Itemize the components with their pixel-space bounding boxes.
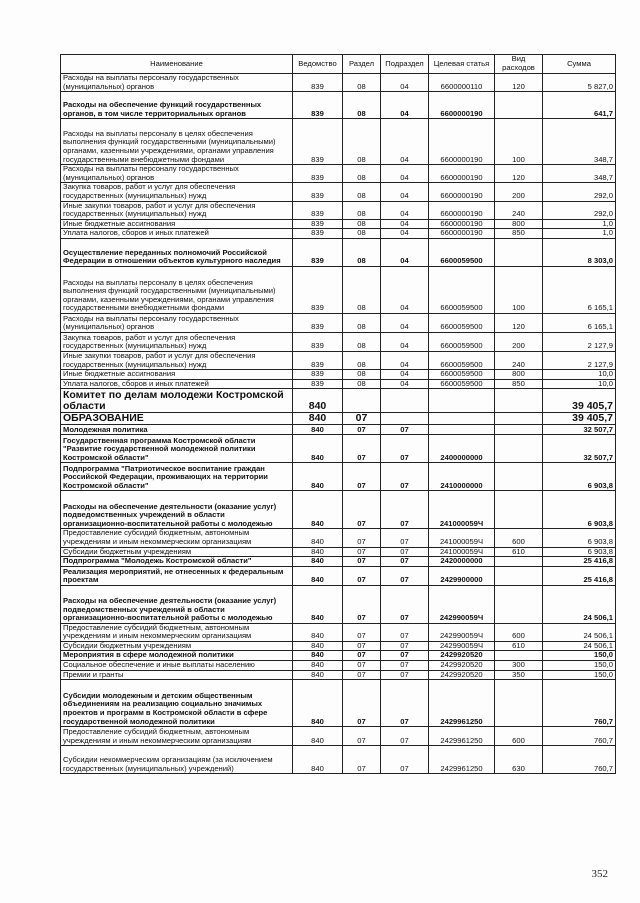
row-expense-type: 100 xyxy=(495,266,543,313)
row-department: 840 xyxy=(293,651,343,661)
row-subsection: 04 xyxy=(381,119,429,165)
table-row xyxy=(61,183,616,201)
row-name: Премии и гранты xyxy=(61,670,293,680)
row-section: 08 xyxy=(343,201,381,219)
row-subsection: 04 xyxy=(381,183,429,201)
row-section: 08 xyxy=(343,370,381,380)
row-department: 840 xyxy=(293,425,343,435)
header-section: Раздел xyxy=(343,55,381,74)
table-header-row xyxy=(61,55,616,74)
row-name: Расходы на выплаты персоналу в целях обеспечения выполнения функций государственными (муниципальными) органами, казенными учреждениями, органами управления государственными внебюджетными фондами xyxy=(61,119,293,165)
table-row xyxy=(61,435,616,463)
row-department: 840 xyxy=(293,463,343,491)
row-subsection: 07 xyxy=(381,529,429,547)
row-name: Подпрограмма "Молодежь Костромской области" xyxy=(61,557,293,567)
row-expense-type: 200 xyxy=(495,183,543,201)
row-expense-type xyxy=(495,585,543,623)
row-section: 08 xyxy=(343,313,381,332)
row-amount: 32 507,7 xyxy=(543,435,616,463)
row-target-article xyxy=(429,425,495,435)
table-row xyxy=(61,746,616,774)
row-expense-type: 350 xyxy=(495,670,543,680)
row-name: Иные бюджетные ассигнования xyxy=(61,370,293,380)
row-target-article: 6600000190 xyxy=(429,219,495,229)
row-subsection: 04 xyxy=(381,332,429,351)
header-amount: Сумма xyxy=(543,55,616,74)
row-name: Расходы на обеспечение деятельности (оказание услуг) подведомственных учреждений в области организационно-воспитательной работы с молодежью xyxy=(61,585,293,623)
row-target-article: 6600000190 xyxy=(429,183,495,201)
row-target-article: 242990059Ч xyxy=(429,641,495,651)
row-name: Комитет по делам молодежи Костромской области xyxy=(61,389,293,413)
row-section: 08 xyxy=(343,266,381,313)
row-name: Осуществление переданных полномочий Российской Федерации в отношении объектов культурного наследия xyxy=(61,238,293,266)
row-expense-type xyxy=(495,651,543,661)
row-department: 840 xyxy=(293,435,343,463)
row-name: Расходы на выплаты персоналу государственных (муниципальных) органов xyxy=(61,313,293,332)
table-row xyxy=(61,623,616,641)
row-department: 839 xyxy=(293,119,343,165)
row-name: Расходы на выплаты персоналу государственных (муниципальных) органов xyxy=(61,74,293,92)
row-amount: 6 903,8 xyxy=(543,491,616,529)
row-name: Субсидии некоммерческим организациям (за исключением государственных (муниципальных) учреждений) xyxy=(61,746,293,774)
row-name: Субсидии бюджетным учреждениям xyxy=(61,641,293,651)
row-department: 839 xyxy=(293,219,343,229)
row-expense-type xyxy=(495,389,543,413)
table-row xyxy=(61,238,616,266)
row-subsection: 07 xyxy=(381,641,429,651)
row-amount: 25 416,8 xyxy=(543,557,616,567)
row-expense-type: 200 xyxy=(495,332,543,351)
table-row xyxy=(61,389,616,413)
row-name: Иные закупки товаров, работ и услуг для обеспечения государственных (муниципальных) нужд xyxy=(61,351,293,369)
row-amount: 641,7 xyxy=(543,92,616,119)
row-target-article xyxy=(429,389,495,413)
row-name: Предоставление субсидий бюджетным, автономным учреждениям и иным некоммерческим организациям xyxy=(61,529,293,547)
row-expense-type: 600 xyxy=(495,727,543,746)
row-target-article: 2429920520 xyxy=(429,651,495,661)
row-name: Иные бюджетные ассигнования xyxy=(61,219,293,229)
row-target-article: 6600000190 xyxy=(429,201,495,219)
table-row xyxy=(61,670,616,680)
row-name: Расходы на выплаты персоналу государственных (муниципальных) органов xyxy=(61,165,293,183)
row-amount: 760,7 xyxy=(543,746,616,774)
header-subsection: Подраздел xyxy=(381,55,429,74)
row-amount: 150,0 xyxy=(543,661,616,671)
row-section: 08 xyxy=(343,92,381,119)
table-row xyxy=(61,680,616,727)
row-section: 07 xyxy=(343,529,381,547)
row-target-article: 2429920520 xyxy=(429,670,495,680)
row-section: 08 xyxy=(343,74,381,92)
row-section: 07 xyxy=(343,435,381,463)
row-amount: 6 165,1 xyxy=(543,313,616,332)
row-department: 840 xyxy=(293,529,343,547)
row-subsection: 07 xyxy=(381,491,429,529)
table-row xyxy=(61,219,616,229)
table-row xyxy=(61,119,616,165)
row-section: 08 xyxy=(343,351,381,369)
row-subsection: 07 xyxy=(381,557,429,567)
row-section: 07 xyxy=(343,547,381,557)
row-section: 08 xyxy=(343,332,381,351)
row-amount: 760,7 xyxy=(543,727,616,746)
row-amount: 25 416,8 xyxy=(543,566,616,585)
row-name: Реализация мероприятий, не отнесенных к федеральным проектам xyxy=(61,566,293,585)
row-name: Закупка товаров, работ и услуг для обеспечения государственных (муниципальных) нужд xyxy=(61,332,293,351)
table-body xyxy=(61,74,616,774)
row-subsection: 04 xyxy=(381,201,429,219)
row-subsection: 07 xyxy=(381,435,429,463)
row-subsection: 07 xyxy=(381,547,429,557)
row-target-article: 6600059500 xyxy=(429,370,495,380)
row-department: 839 xyxy=(293,183,343,201)
row-subsection: 04 xyxy=(381,219,429,229)
row-subsection: 04 xyxy=(381,313,429,332)
row-department: 840 xyxy=(293,547,343,557)
table-row xyxy=(61,661,616,671)
table-row xyxy=(61,313,616,332)
row-target-article: 2429961250 xyxy=(429,746,495,774)
row-name: Мероприятия в сфере молодежной политики xyxy=(61,651,293,661)
row-amount: 6 903,8 xyxy=(543,529,616,547)
row-amount: 348,7 xyxy=(543,119,616,165)
row-subsection: 04 xyxy=(381,165,429,183)
row-expense-type: 240 xyxy=(495,351,543,369)
row-subsection: 04 xyxy=(381,351,429,369)
row-expense-type: 600 xyxy=(495,623,543,641)
row-subsection: 04 xyxy=(381,370,429,380)
row-target-article: 241000059Ч xyxy=(429,491,495,529)
table-row xyxy=(61,425,616,435)
row-section: 08 xyxy=(343,379,381,389)
row-target-article: 242990059Ч xyxy=(429,585,495,623)
row-amount: 292,0 xyxy=(543,201,616,219)
row-subsection xyxy=(381,413,429,425)
row-target-article xyxy=(429,413,495,425)
row-department: 839 xyxy=(293,165,343,183)
row-target-article: 2429920520 xyxy=(429,661,495,671)
row-name: ОБРАЗОВАНИЕ xyxy=(61,413,293,425)
row-target-article: 2429900000 xyxy=(429,566,495,585)
row-department: 840 xyxy=(293,557,343,567)
table-row xyxy=(61,651,616,661)
row-amount: 39 405,7 xyxy=(543,413,616,425)
row-expense-type xyxy=(495,425,543,435)
row-section: 07 xyxy=(343,623,381,641)
row-subsection: 04 xyxy=(381,92,429,119)
table-row xyxy=(61,74,616,92)
row-section: 07 xyxy=(343,463,381,491)
row-target-article: 6600059500 xyxy=(429,379,495,389)
row-expense-type: 850 xyxy=(495,379,543,389)
row-section: 07 xyxy=(343,680,381,727)
row-section: 07 xyxy=(343,661,381,671)
row-name: Уплата налогов, сборов и иных платежей xyxy=(61,229,293,239)
table-row xyxy=(61,529,616,547)
row-name: Расходы на обеспечение функций государственных органов, в том числе территориальных органов xyxy=(61,92,293,119)
row-target-article: 2420000000 xyxy=(429,557,495,567)
row-department: 839 xyxy=(293,201,343,219)
row-name: Государственная программа Костромской области "Развитие государственной молодежной политики Костромской области" xyxy=(61,435,293,463)
row-expense-type: 850 xyxy=(495,229,543,239)
row-target-article: 2429961250 xyxy=(429,680,495,727)
row-department: 840 xyxy=(293,413,343,425)
row-subsection: 07 xyxy=(381,425,429,435)
row-subsection: 04 xyxy=(381,74,429,92)
row-amount: 10,0 xyxy=(543,379,616,389)
row-subsection: 07 xyxy=(381,746,429,774)
row-subsection: 07 xyxy=(381,585,429,623)
row-target-article: 6600059500 xyxy=(429,266,495,313)
row-department: 839 xyxy=(293,313,343,332)
row-target-article: 6600000190 xyxy=(429,119,495,165)
row-department: 840 xyxy=(293,746,343,774)
row-amount: 1,0 xyxy=(543,219,616,229)
row-amount: 150,0 xyxy=(543,670,616,680)
row-department: 839 xyxy=(293,370,343,380)
row-target-article: 6600000110 xyxy=(429,74,495,92)
row-expense-type: 610 xyxy=(495,547,543,557)
row-subsection: 07 xyxy=(381,670,429,680)
row-name: Расходы на обеспечение деятельности (оказание услуг) подведомственных учреждений в области организационно-воспитательной работы с молодежью xyxy=(61,491,293,529)
row-amount: 32 507,7 xyxy=(543,425,616,435)
row-department: 839 xyxy=(293,351,343,369)
table-row xyxy=(61,370,616,380)
row-section: 07 xyxy=(343,557,381,567)
table-row xyxy=(61,727,616,746)
row-expense-type xyxy=(495,92,543,119)
row-subsection: 07 xyxy=(381,566,429,585)
row-section: 07 xyxy=(343,585,381,623)
row-subsection: 04 xyxy=(381,379,429,389)
row-target-article: 242990059Ч xyxy=(429,623,495,641)
row-amount: 1,0 xyxy=(543,229,616,239)
table-row xyxy=(61,92,616,119)
header-department: Ведомство xyxy=(293,55,343,74)
row-department: 839 xyxy=(293,229,343,239)
row-section: 08 xyxy=(343,238,381,266)
row-name: Закупка товаров, работ и услуг для обеспечения государственных (муниципальных) нужд xyxy=(61,183,293,201)
row-amount: 5 827,0 xyxy=(543,74,616,92)
row-target-article: 6600059500 xyxy=(429,238,495,266)
row-department: 839 xyxy=(293,266,343,313)
row-section: 07 xyxy=(343,566,381,585)
row-expense-type xyxy=(495,557,543,567)
row-expense-type: 240 xyxy=(495,201,543,219)
row-section: 08 xyxy=(343,119,381,165)
row-expense-type xyxy=(495,435,543,463)
row-department: 839 xyxy=(293,332,343,351)
row-target-article: 241000059Ч xyxy=(429,547,495,557)
row-amount: 292,0 xyxy=(543,183,616,201)
row-amount: 348,7 xyxy=(543,165,616,183)
row-expense-type: 300 xyxy=(495,661,543,671)
table-row xyxy=(61,229,616,239)
page-number: 352 xyxy=(591,868,608,880)
row-name: Расходы на выплаты персоналу в целях обеспечения выполнения функций государственными (муниципальными) органами, казенными учреждениями, органами управления государственными внебюджетными фондами xyxy=(61,266,293,313)
row-expense-type xyxy=(495,238,543,266)
row-target-article: 6600059500 xyxy=(429,351,495,369)
row-department: 840 xyxy=(293,389,343,413)
row-amount: 2 127,9 xyxy=(543,332,616,351)
row-section: 08 xyxy=(343,165,381,183)
row-section: 07 xyxy=(343,746,381,774)
row-target-article: 6600059500 xyxy=(429,313,495,332)
row-department: 839 xyxy=(293,238,343,266)
header-expense-type: Вид расходов xyxy=(495,55,543,74)
row-subsection: 04 xyxy=(381,229,429,239)
row-subsection xyxy=(381,389,429,413)
row-department: 840 xyxy=(293,623,343,641)
row-section: 08 xyxy=(343,229,381,239)
row-name: Социальное обеспечение и иные выплаты населению xyxy=(61,661,293,671)
row-subsection: 07 xyxy=(381,661,429,671)
row-section: 07 xyxy=(343,651,381,661)
row-amount: 24 506,1 xyxy=(543,641,616,651)
row-amount: 6 165,1 xyxy=(543,266,616,313)
row-expense-type xyxy=(495,491,543,529)
table-row xyxy=(61,332,616,351)
table-row xyxy=(61,379,616,389)
row-department: 839 xyxy=(293,92,343,119)
row-target-article: 2400000000 xyxy=(429,435,495,463)
row-amount: 24 506,1 xyxy=(543,623,616,641)
row-subsection: 07 xyxy=(381,623,429,641)
row-expense-type: 800 xyxy=(495,219,543,229)
row-section: 07 xyxy=(343,413,381,425)
table-row xyxy=(61,413,616,425)
row-name: Субсидии молодежным и детским общественным объединениям на реализацию социально значимых проектов и программ в Костромской области в сфере государственной молодежной политики xyxy=(61,680,293,727)
row-department: 840 xyxy=(293,641,343,651)
row-name: Субсидии бюджетным учреждениям xyxy=(61,547,293,557)
row-department: 840 xyxy=(293,491,343,529)
row-subsection: 04 xyxy=(381,238,429,266)
row-department: 840 xyxy=(293,566,343,585)
row-section: 07 xyxy=(343,727,381,746)
row-expense-type xyxy=(495,566,543,585)
table-row xyxy=(61,491,616,529)
row-department: 839 xyxy=(293,379,343,389)
table-row xyxy=(61,351,616,369)
row-department: 840 xyxy=(293,727,343,746)
row-section: 08 xyxy=(343,219,381,229)
table-row xyxy=(61,547,616,557)
row-target-article: 2429961250 xyxy=(429,727,495,746)
row-expense-type xyxy=(495,463,543,491)
row-section xyxy=(343,389,381,413)
table-row xyxy=(61,463,616,491)
row-section: 07 xyxy=(343,670,381,680)
row-target-article: 6600000190 xyxy=(429,92,495,119)
row-name: Предоставление субсидий бюджетным, автономным учреждениям и иным некоммерческим организациям xyxy=(61,623,293,641)
row-target-article: 6600059500 xyxy=(429,332,495,351)
row-target-article: 241000059Ч xyxy=(429,529,495,547)
row-amount: 8 303,0 xyxy=(543,238,616,266)
row-amount: 39 405,7 xyxy=(543,389,616,413)
table-row xyxy=(61,165,616,183)
row-amount: 24 506,1 xyxy=(543,585,616,623)
row-expense-type xyxy=(495,680,543,727)
row-target-article: 6600000190 xyxy=(429,165,495,183)
row-expense-type: 120 xyxy=(495,74,543,92)
row-subsection: 04 xyxy=(381,266,429,313)
row-subsection: 07 xyxy=(381,727,429,746)
row-department: 840 xyxy=(293,670,343,680)
row-subsection: 07 xyxy=(381,680,429,727)
table-row xyxy=(61,566,616,585)
table-row xyxy=(61,641,616,651)
row-name: Молодежная политика xyxy=(61,425,293,435)
row-amount: 150,0 xyxy=(543,651,616,661)
row-expense-type: 600 xyxy=(495,529,543,547)
row-department: 839 xyxy=(293,74,343,92)
row-name: Уплата налогов, сборов и иных платежей xyxy=(61,379,293,389)
table-row xyxy=(61,585,616,623)
row-subsection: 07 xyxy=(381,651,429,661)
header-target-article: Целевая статья xyxy=(429,55,495,74)
row-expense-type: 120 xyxy=(495,165,543,183)
row-department: 840 xyxy=(293,661,343,671)
table-row xyxy=(61,557,616,567)
row-amount: 760,7 xyxy=(543,680,616,727)
row-department: 840 xyxy=(293,680,343,727)
budget-table xyxy=(60,54,616,774)
row-expense-type: 800 xyxy=(495,370,543,380)
row-target-article: 2410000000 xyxy=(429,463,495,491)
row-section: 07 xyxy=(343,425,381,435)
row-section: 07 xyxy=(343,641,381,651)
table-row xyxy=(61,266,616,313)
row-name: Предоставление субсидий бюджетным, автономным учреждениям и иным некоммерческим организациям xyxy=(61,727,293,746)
row-name: Подпрограмма "Патриотическое воспитание граждан Российской Федерации, проживающих на территории Костромской области" xyxy=(61,463,293,491)
row-name: Иные закупки товаров, работ и услуг для обеспечения государственных (муниципальных) нужд xyxy=(61,201,293,219)
row-expense-type: 100 xyxy=(495,119,543,165)
row-amount: 10,0 xyxy=(543,370,616,380)
row-department: 840 xyxy=(293,585,343,623)
header-name: Наименование xyxy=(61,55,293,74)
row-amount: 6 903,8 xyxy=(543,463,616,491)
row-expense-type xyxy=(495,413,543,425)
row-amount: 6 903,8 xyxy=(543,547,616,557)
row-section: 08 xyxy=(343,183,381,201)
row-subsection: 07 xyxy=(381,463,429,491)
table-row xyxy=(61,201,616,219)
row-expense-type: 120 xyxy=(495,313,543,332)
row-expense-type: 610 xyxy=(495,641,543,651)
row-expense-type: 630 xyxy=(495,746,543,774)
row-target-article: 6600000190 xyxy=(429,229,495,239)
row-section: 07 xyxy=(343,491,381,529)
row-amount: 2 127,9 xyxy=(543,351,616,369)
